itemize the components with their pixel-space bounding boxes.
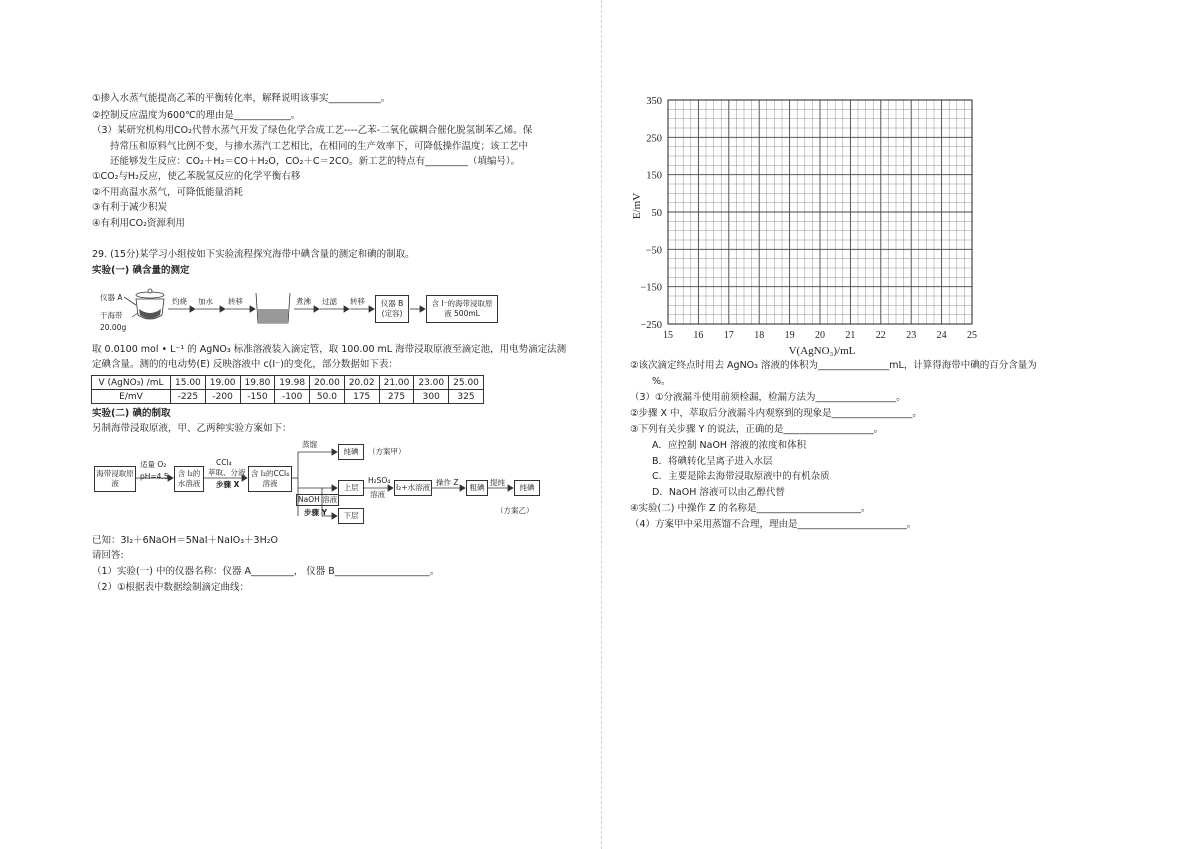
- extract-label: 萃取、分液: [208, 468, 246, 477]
- table-header-emf: E/mV: [92, 390, 171, 404]
- step-ash: 灼烧: [172, 297, 187, 306]
- y-tick-label: −50: [645, 245, 662, 257]
- q28-line-4: 持常压和原料气比例不变，与掺水蒸汽工艺相比，在相同的生产效率下，可降低操作温度；该工艺中: [110, 141, 529, 152]
- q28-option-3: ③有利于减少积炭: [92, 202, 168, 213]
- y-tick-label: −150: [640, 282, 662, 294]
- table-cell: 21.00: [379, 376, 414, 390]
- table-header-volume: V (AgNO₃) /mL: [92, 376, 171, 390]
- para-2: 定碘含量。测的的电动势(E) 反映溶液中 c(I⁻)的变化，部分数据如下表：: [92, 359, 398, 370]
- x-tick-label: 25: [967, 330, 977, 341]
- table-cell: -100: [275, 390, 310, 404]
- q28-line-3: （3）某研究机构用CO₂代替水蒸气开发了绿色化学合成工艺----乙苯-二氧化碳耦合催化脱氢制苯乙烯。保: [92, 125, 533, 136]
- table-cell: 19.00: [205, 376, 240, 390]
- ph-label: pH=4.5: [140, 472, 169, 481]
- mass-label: 20.00g: [100, 323, 127, 332]
- q3-line-4: ④实验(二) 中操作 Z 的名称是______________________。: [630, 503, 871, 514]
- q29-title: 29. (15分)某学习小组按如下实验流程探究海带中碘含量的测定和碘的制取。: [92, 249, 415, 260]
- x-tick-label: 18: [754, 330, 765, 341]
- x-tick-label: 24: [936, 330, 947, 341]
- table-cell: -200: [205, 390, 240, 404]
- q3-line-3: ③下列有关步骤 Y 的说法，正确的是___________________。: [630, 424, 884, 435]
- table-cell: 300: [414, 390, 449, 404]
- q2-line-2: ②该次滴定终点时用去 AgNO₃ 溶液的体积为_______________mL，计算得海带中碘的百分含量为: [630, 360, 1037, 371]
- iodine-water-box: [394, 480, 432, 496]
- q4-line: （4）方案甲中采用蒸馏不合理，理由是_______________________。: [630, 519, 917, 530]
- exp2-intro: 另制海带浸取原液，甲、乙两种实验方案如下：: [92, 423, 292, 434]
- step-transfer-1: 转移: [228, 297, 243, 306]
- table-cell: -150: [240, 390, 275, 404]
- solution-label: 溶液: [370, 490, 385, 499]
- instrument-b-note: (定容): [381, 309, 403, 318]
- naoh-label: NaOH 溶液: [298, 495, 338, 504]
- x-tick-label: 17: [723, 330, 734, 341]
- table-cell: 20.02: [344, 376, 379, 390]
- instrument-a-label: 仪器 A: [100, 293, 123, 302]
- x-tick-label: 19: [784, 330, 795, 341]
- table-cell: 325: [449, 390, 484, 404]
- table-cell: 25.00: [449, 376, 484, 390]
- step-filter: 过滤: [322, 297, 337, 306]
- flow2-start-label: 海带浸取原液: [96, 469, 134, 488]
- x-tick-label: 16: [693, 330, 704, 341]
- q3-line-1: （3）①分液漏斗使用前须检漏，检漏方法为_________________。: [630, 392, 906, 403]
- q28-option-1: ①CO₂与H₂反应，使乙苯脱氢反应的化学平衡右移: [92, 171, 301, 182]
- final-solution-label: 含 I⁻的海带浸取原液 500mL: [431, 299, 493, 318]
- titration-grid-chart: [620, 88, 990, 358]
- q28-line-5: 还能够发生反应：CO₂＋H₂＝CO＋H₂O，CO₂＋C＝2CO。新工艺的特点有_________（填编号）。: [110, 156, 521, 167]
- q28-line-2: ②控制反应温度为600℃的理由是____________。: [92, 110, 301, 121]
- pure-iodine-label-2: 纯碘: [519, 483, 535, 492]
- operation-z-label: 操作 Z: [436, 478, 459, 487]
- purify-label: 提纯: [490, 478, 505, 487]
- y-axis-ticks: [640, 96, 662, 331]
- y-axis-label: E/mV: [631, 192, 643, 220]
- x-tick-label: 15: [663, 330, 673, 341]
- seaweed-label: 干海带: [100, 311, 123, 320]
- scheme-a-label: （方案甲）: [368, 447, 406, 456]
- step-y-label: 步骤 Y: [304, 508, 328, 517]
- iodine-water-label: I₂+水溶液: [395, 483, 430, 492]
- x-tick-label: 20: [815, 330, 825, 341]
- table-cell: 50.0: [310, 390, 345, 404]
- step-boil: 煮沸: [296, 297, 311, 306]
- flow-diagram-2: [92, 440, 562, 530]
- para-1: 取 0.0100 mol • L⁻¹ 的 AgNO₃ 标准溶液装入滴定管，取 100.00 mL 海带浸取原液至滴定池，用电势滴定法测: [92, 344, 567, 355]
- exp1-heading: 实验(一) 碘含量的测定: [92, 265, 190, 276]
- table-cell: 23.00: [414, 376, 449, 390]
- x-tick-label: 23: [906, 330, 917, 341]
- q28-line-1: ①掺入水蒸气能提高乙苯的平衡转化率，解释说明该事实___________。: [92, 93, 391, 104]
- instrument-b-box: [375, 295, 409, 323]
- lower-layer-box: [338, 508, 364, 524]
- x-axis-label: V(AgNO₃)/mL: [788, 345, 856, 357]
- option-a: A．应控制 NaOH 溶液的浓度和体积: [652, 440, 807, 451]
- ccl4-label: CCl₄: [216, 458, 232, 467]
- ccl4-solution-label: 含 I₂的CCl₄溶液: [250, 469, 290, 488]
- x-axis-ticks: [663, 330, 977, 341]
- flow2-start-box: [94, 466, 136, 492]
- table-cell: 15.00: [171, 376, 206, 390]
- table-cell: 175: [344, 390, 379, 404]
- aq-iodine-label: 含 I₂的水溶液: [177, 469, 201, 488]
- q28-option-4: ④有利用CO₂资源利用: [92, 218, 185, 229]
- chart-grid: [668, 100, 972, 324]
- aq-iodine-box: [174, 466, 204, 492]
- table-cell: -225: [171, 390, 206, 404]
- y-tick-label: −250: [640, 320, 662, 331]
- question-1: （1）实验(一) 中的仪器名称：仪器 A_________， 仪器 B____________________。: [92, 566, 440, 577]
- exp2-heading: 实验(二) 碘的制取: [92, 408, 171, 419]
- step-x-label: 步骤 X: [216, 480, 240, 489]
- table-cell: 19.98: [275, 376, 310, 390]
- table-cell: 20.00: [310, 376, 345, 390]
- distill-label: 蒸馏: [302, 440, 317, 449]
- step-add-water: 加水: [198, 297, 213, 306]
- question-2: （2）①根据表中数据绘制滴定曲线：: [92, 582, 250, 593]
- instrument-b-label: 仪器 B: [380, 299, 404, 308]
- option-c: C．主要是除去海带浸取原液中的有机杂质: [652, 471, 830, 482]
- ccl4-solution-box: [248, 466, 292, 492]
- table-row: [92, 390, 484, 404]
- crude-iodine-label: 粗碘: [469, 483, 485, 492]
- pure-iodine-label-1: 纯碘: [343, 447, 359, 456]
- titration-table: [91, 375, 484, 404]
- answer-prompt: 请回答:: [92, 550, 124, 561]
- q28-option-2: ②不用高温水蒸气，可降低能量消耗: [92, 187, 244, 198]
- page-divider: [601, 0, 602, 849]
- pure-iodine-box-1: [338, 444, 364, 460]
- lower-layer-label: 下层: [343, 511, 359, 520]
- crude-iodine-box: [466, 480, 488, 496]
- upper-layer-label: 上层: [343, 483, 359, 492]
- y-tick-label: 150: [646, 170, 662, 182]
- y-tick-label: 350: [646, 96, 662, 107]
- table-row: [92, 376, 484, 390]
- x-tick-label: 21: [845, 330, 856, 341]
- pure-iodine-box-2: [514, 480, 540, 496]
- table-cell: 275: [379, 390, 414, 404]
- final-solution-box: [426, 295, 498, 323]
- flow-diagram-1: [92, 283, 512, 333]
- option-b: B．将碘转化呈离子进入水层: [652, 456, 773, 467]
- h2so4-label: H₂SO₄: [368, 476, 391, 485]
- y-tick-label: 50: [651, 208, 662, 219]
- o2-label: 适量 O₂: [140, 460, 167, 469]
- q2-line-2-cont: %。: [652, 376, 671, 387]
- y-tick-label: 250: [646, 133, 662, 145]
- table-cell: 19.80: [240, 376, 275, 390]
- q3-line-2: ②步骤 X 中，萃取后分液漏斗内观察到的现象是_________________。: [630, 408, 922, 419]
- step-transfer-2: 转移: [350, 297, 365, 306]
- scheme-b-label: （方案乙）: [496, 506, 534, 515]
- x-tick-label: 22: [875, 330, 886, 341]
- option-d: D．NaOH 溶液可以由乙醇代替: [652, 487, 785, 498]
- upper-layer-box: [338, 480, 364, 496]
- known-equation: 已知：3I₂＋6NaOH＝5NaI＋NaIO₃＋3H₂O: [92, 535, 279, 546]
